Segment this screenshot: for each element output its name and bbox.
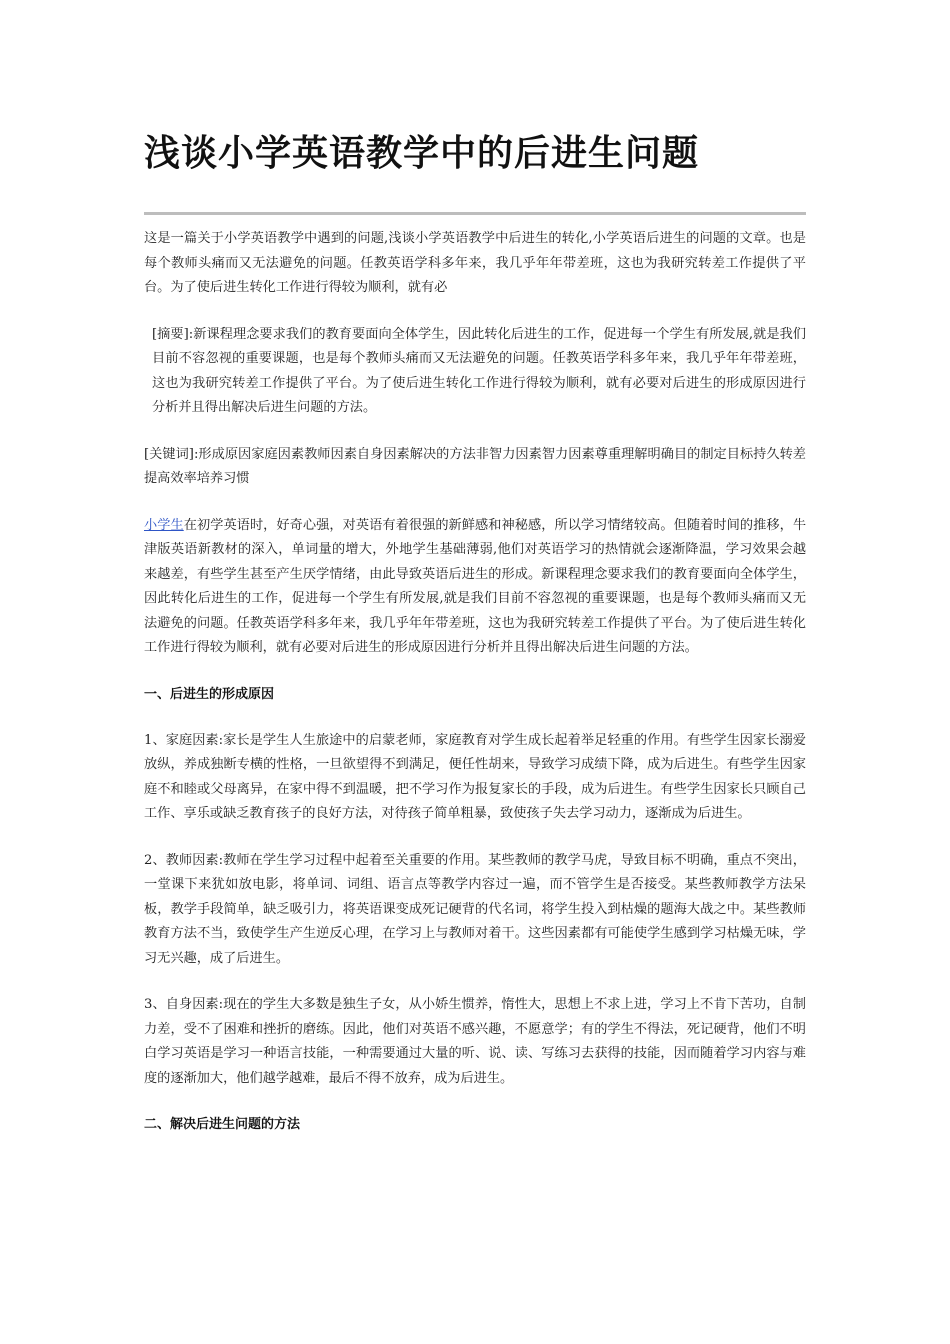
self-factor-paragraph: 3、自身因素:现在的学生大多数是独生子女，从小娇生惯养，惰性大，思想上不求上进，学习上不肯下苦功，自制力差，受不了困难和挫折的磨练。因此，他们对英语不感兴趣，不愿意学；有的学生不得法，死记硬背，他们不明白学习英语是学习一种语言技能，一种需要通过大量的听、说、读、写练习去获得的技能，因而随着学习内容与难度的逐渐加大，他们越学越难，最后不得不放弃，成为后进生。 [144, 997, 806, 1086]
article-content [144, 227, 806, 1137]
teacher-factor-paragraph: 2、教师因素:教师在学生学习过程中起着至关重要的作用。某些教师的教学马虎，导致目标不明确，重点不突出，一堂课下来犹如放电影，将单词、词组、语言点等教学内容过一遍，而不管学生是否接受。某些教师教学方法呆板，教学手段简单，缺乏吸引力，将英语课变成死记硬背的代名词，将学生投入到枯燥的题海大战之中。某些教师教育方法不当，致使学生产生逆反心理，在学习上与教师对着干。这些因素都有可能使学生感到学习枯燥无味，学习无兴趣，成了后进生。 [144, 852, 806, 966]
section-heading-causes: 一、后进生的形成原因 [144, 686, 275, 702]
student-link[interactable]: 小学生 [144, 517, 184, 533]
document-page [144, 0, 806, 1159]
page-title: 浅谈小学英语教学中的后进生问题 [144, 133, 700, 174]
body-text: 在初学英语时，好奇心强，对英语有着很强的新鲜感和神秘感，所以学习情绪较高。但随着时间的推移，牛津版英语新教材的深入，单词量的增大，外地学生基础薄弱,他们对英语学习的热情就会逐渐降温，学习效果会越来越差，有些学生甚至产生厌学情绪，由此导致英语后进生的形成。新课程理念要求我们的教育要面向全体学生，因此转化后进生的工作，促进每一个学生有所发展,就是我们目前不容忽视的重要课题，也是每个教师头痛而又无法避免的问题。任教英语学科多年来，我几乎年年带差班，这也为我研究转差工作提供了平台。为了使后进生转化工作进行得较为顺利，就有必要对后进生的形成原因进行分析并且得出解决后进生问题的方法。 [144, 517, 807, 655]
title-divider [144, 212, 806, 215]
intro-paragraph: 这是一篇关于小学英语教学中遇到的问题,浅谈小学英语教学中后进生的转化,小学英语后进生的问题的文章。也是每个教师头痛而又无法避免的问题。任教英语学科多年来，我几乎年年带差班，这也为我研究转差工作提供了平台。为了使后进生转化工作进行得较为顺利，就有必 [144, 231, 806, 295]
keywords-paragraph: [关键词]:形成原因家庭因素教师因素自身因素解决的方法非智力因素智力因素尊重理解明确目的制定目标持久转差提高效率培养习惯 [144, 446, 806, 486]
section-heading-solutions: 二、解决后进生问题的方法 [144, 1117, 301, 1132]
abstract-paragraph: [摘要]:新课程理念要求我们的教育要面向全体学生，因此转化后进生的工作，促进每一个学生有所发展,就是我们目前不容忽视的重要课题，也是每个教师头痛而又无法避免的问题。任教英语学科多年来，我几乎年年带差班，这也为我研究转差工作提供了平台。为了使后进生转化工作进行得较为顺利，就有必要对后进生的形成原因进行分析并且得出解决后进生问题的方法。 [152, 326, 806, 415]
body-paragraph [144, 514, 806, 661]
family-factor-paragraph: 1、家庭因素:家长是学生人生旅途中的启蒙老师，家庭教育对学生成长起着举足轻重的作用。有些学生因家长溺爱放纵，养成独断专横的性格，一旦欲望得不到满足，便任性胡来，导致学习成绩下降，成为后进生。有些学生因家庭不和睦或父母离异，在家中得不到温暖，把不学习作为报复家长的手段，成为后进生。有些学生因家长只顾自己工作、享乐或缺乏教育孩子的良好方法，对待孩子简单粗暴，致使孩子失去学习动力，逐渐成为后进生。 [144, 732, 806, 821]
